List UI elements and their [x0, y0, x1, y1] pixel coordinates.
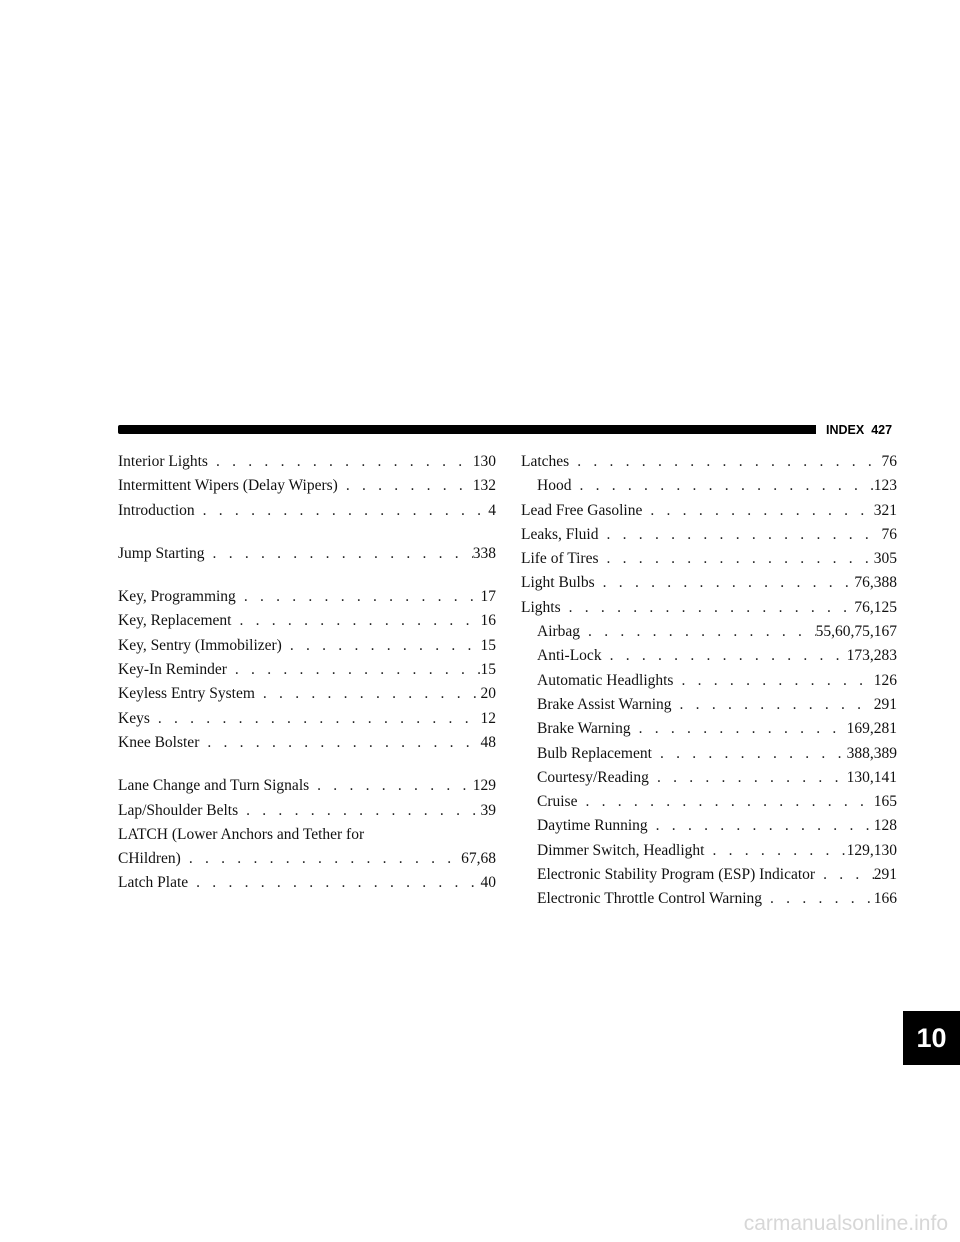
index-page-refs: 305	[873, 550, 897, 568]
index-page-refs: 12	[480, 709, 496, 727]
dot-leader	[571, 474, 873, 498]
index-entry	[118, 731, 496, 755]
dot-leader	[338, 474, 473, 498]
index-entry	[521, 814, 897, 838]
section-tab: 10	[903, 1011, 960, 1065]
index-page-refs: 126	[873, 671, 897, 689]
index-term: Latch Plate	[118, 874, 189, 892]
dot-leader	[672, 693, 874, 717]
index-entry	[521, 742, 897, 766]
index-page-refs: 165	[873, 793, 897, 811]
index-entry	[118, 499, 496, 523]
index-term: Automatic Headlights	[537, 671, 674, 689]
index-page-refs: 132	[472, 477, 496, 495]
index-term: Introduction	[118, 501, 195, 519]
index-entry	[521, 450, 897, 474]
dot-leader	[282, 634, 481, 658]
index-term: Electronic Throttle Control Warning	[537, 890, 763, 908]
index-entry	[521, 596, 897, 620]
index-page-refs: 4	[488, 501, 496, 519]
index-page-refs: 20	[480, 685, 496, 703]
index-page-refs: 123	[873, 477, 897, 495]
index-page-refs: 17	[480, 588, 496, 606]
index-entry	[521, 766, 897, 790]
index-page-refs: 67,68	[461, 850, 496, 868]
dot-leader	[181, 847, 461, 871]
dot-leader	[195, 499, 489, 523]
index-term: Brake Warning	[537, 720, 631, 738]
index-column-right	[521, 450, 897, 912]
dot-leader	[652, 742, 847, 766]
index-entry	[118, 707, 496, 731]
index-page-refs: 39	[480, 801, 496, 819]
index-column-left	[118, 450, 496, 896]
dot-leader	[231, 609, 480, 633]
index-entry	[118, 799, 496, 823]
index-term: Brake Assist Warning	[537, 695, 672, 713]
index-page-refs: 291	[873, 695, 897, 713]
index-page-refs: 55,60,75,167	[815, 623, 897, 641]
index-page-refs: 128	[873, 817, 897, 835]
dot-leader	[599, 547, 874, 571]
index-term: Leaks, Fluid	[521, 525, 599, 543]
index-entry	[521, 717, 897, 741]
index-page-refs: 76,388	[854, 574, 897, 592]
index-term: Courtesy/Reading	[537, 768, 649, 786]
index-entry	[521, 669, 897, 693]
index-term: Lap/Shoulder Belts	[118, 801, 239, 819]
index-page-refs: 388,389	[846, 744, 897, 762]
index-entry	[521, 499, 897, 523]
index-term: Key, Programming	[118, 588, 236, 606]
dot-leader	[648, 814, 874, 838]
index-entry	[118, 585, 496, 609]
dot-leader	[561, 596, 855, 620]
index-page-refs: 338	[472, 544, 496, 562]
dot-leader	[595, 571, 855, 595]
index-term: Jump Starting	[118, 544, 205, 562]
dot-leader	[599, 523, 882, 547]
index-entry	[118, 474, 496, 498]
dot-leader	[227, 658, 481, 682]
index-entry	[118, 634, 496, 658]
watermark: carmanualsonline.info	[743, 1212, 948, 1235]
index-entry	[118, 847, 496, 871]
page-number: 427	[871, 423, 893, 437]
index-term: Light Bulbs	[521, 574, 595, 592]
index-page-refs: 15	[480, 636, 496, 654]
index-page-refs: 129	[472, 777, 496, 795]
index-entry	[118, 774, 496, 798]
index-page-refs: 76	[881, 453, 897, 470]
index-entry	[521, 547, 897, 571]
index-term: Interior Lights	[118, 453, 208, 470]
index-entry	[521, 839, 897, 863]
dot-leader	[649, 766, 847, 790]
index-term: Latches	[521, 453, 570, 470]
dot-leader	[815, 863, 874, 887]
index-entry	[521, 693, 897, 717]
index-page-refs: 129,130	[846, 841, 897, 859]
index-page-refs: 40	[480, 874, 496, 892]
index-term: Dimmer Switch, Headlight	[537, 841, 705, 859]
index-page-refs: 76,125	[854, 598, 897, 616]
dot-leader	[673, 669, 873, 693]
dot-leader	[631, 717, 847, 741]
index-entry	[521, 620, 897, 644]
dot-leader	[602, 644, 847, 668]
index-page-refs: 173,283	[846, 647, 897, 665]
index-entry	[521, 474, 897, 498]
index-term: Anti-Lock	[537, 647, 602, 665]
index-entry	[521, 523, 897, 547]
index-term: LATCH (Lower Anchors and Tether for	[118, 825, 365, 843]
index-term: Lights	[521, 598, 561, 616]
index-page-refs: 291	[873, 866, 897, 884]
index-page-refs: 76	[881, 525, 897, 543]
dot-leader	[580, 620, 816, 644]
index-term: Cruise	[537, 793, 578, 811]
index-term: Key, Sentry (Immobilizer)	[118, 636, 282, 654]
index-page-refs: 16	[480, 612, 496, 630]
index-entry	[521, 790, 897, 814]
dot-leader	[762, 887, 874, 911]
dot-leader	[309, 774, 473, 798]
dot-leader	[704, 839, 846, 863]
dot-leader	[569, 450, 881, 474]
index-page-refs: 166	[873, 890, 897, 908]
index-term: Hood	[537, 477, 572, 495]
dot-leader	[642, 499, 873, 523]
index-term: Daytime Running	[537, 817, 648, 835]
dot-leader	[208, 450, 473, 474]
index-entry	[118, 682, 496, 706]
index-term: Keyless Entry System	[118, 685, 255, 703]
index-term: Key, Replacement	[118, 612, 232, 630]
running-header	[826, 420, 906, 440]
index-page-refs: 169,281	[846, 720, 897, 738]
index-term: Bulb Replacement	[537, 744, 652, 762]
index-term: Key-In Reminder	[118, 661, 227, 679]
dot-leader	[188, 871, 480, 895]
index-entry	[118, 542, 496, 566]
index-page-refs: 130,141	[846, 768, 897, 786]
index-page-refs: 321	[873, 501, 897, 519]
index-term: Keys	[118, 709, 150, 727]
index-entry	[521, 644, 897, 668]
index-term: Electronic Stability Program (ESP) Indicator	[537, 866, 816, 884]
index-entry	[521, 887, 897, 911]
dot-leader	[255, 682, 481, 706]
index-entry	[118, 609, 496, 633]
index-page-refs: 48	[480, 733, 496, 751]
index-term: Airbag	[537, 623, 581, 641]
index-entry	[521, 863, 897, 887]
header-rule	[118, 425, 816, 434]
index-term: Intermittent Wipers (Delay Wipers)	[118, 477, 338, 495]
index-term: Knee Bolster	[118, 733, 200, 751]
index-page-refs: 15	[480, 661, 496, 679]
dot-leader	[238, 799, 480, 823]
dot-leader	[577, 790, 873, 814]
dot-leader	[236, 585, 481, 609]
index-term: Lead Free Gasoline	[521, 501, 643, 519]
index-term: Life of Tires	[521, 550, 599, 568]
index-term: Lane Change and Turn Signals	[118, 777, 310, 795]
index-entry	[118, 658, 496, 682]
dot-leader	[150, 707, 481, 731]
index-entry	[118, 871, 496, 895]
index-entry	[118, 823, 496, 847]
dot-leader	[199, 731, 480, 755]
index-entry	[118, 450, 496, 474]
header-title: INDEX	[826, 423, 865, 437]
index-page-refs: 130	[472, 453, 496, 470]
index-term: CHildren)	[118, 850, 181, 868]
index-entry	[521, 571, 897, 595]
dot-leader	[205, 542, 473, 566]
